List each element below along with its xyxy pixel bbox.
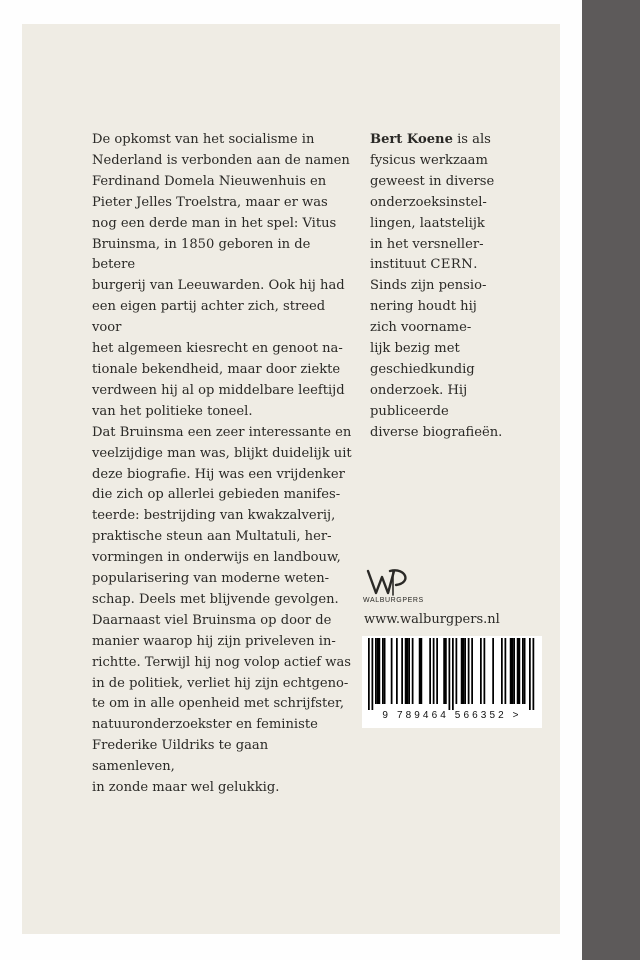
barcode-bar <box>471 638 473 704</box>
book-spine <box>582 0 640 960</box>
barcode-bar <box>436 638 438 704</box>
author-bio <box>370 130 560 444</box>
bio-text-part-1: is als fysicus werkzaam geweest in diverse onderzoeksinstel- lingen, laatstelijk in het versneller- instituut <box>370 132 495 273</box>
barcode-bar <box>463 638 465 704</box>
barcode-bar <box>382 638 384 704</box>
barcode-bar <box>433 638 435 704</box>
isbn-number: 9 789464 566352 > <box>382 710 522 721</box>
author-name: Bert Koene <box>370 132 453 147</box>
barcode-bar <box>405 638 407 704</box>
barcode-bar <box>379 638 381 704</box>
blurb-paragraph-2: Dat Bruinsma een zeer interessante en veelzijdige man was, blijkt duidelijk uit deze biografie. Hij was een vrijdenker die zich op allerlei gebieden manifes- teerde: bestrijding van kwakzalverij, praktische steun aan Multatuli, her- vormingen in onderwijs en landbouw, popularisering van moderne weten- schap. Deels met blijvende gevolgen. <box>92 424 352 607</box>
barcode-bar <box>429 638 431 704</box>
barcode-bar <box>408 638 410 704</box>
barcode-bar <box>519 638 521 704</box>
barcode-bar <box>501 638 503 704</box>
barcode-bar <box>468 638 470 704</box>
barcode-bar <box>449 638 451 710</box>
barcode-bar <box>480 638 482 704</box>
blurb-paragraph-3: Daarnaast viel Bruinsma op door de manier waarop hij zijn priveleven in- richtte. Terwijl hij nog volop actief was in de politiek, verliet hij zijn echtgeno- te om in alle openheid met schrijfster, natuuronderzoekster en feministe Frederike Uildriks te gaan samenleven, in zonde maar wel gelukkig. <box>92 612 352 796</box>
publisher-logo-text: WALBURGPERS <box>363 597 424 604</box>
barcode-bar <box>492 638 494 704</box>
barcode-bar <box>513 638 515 704</box>
publisher-url: www.walburgpers.nl <box>364 612 500 627</box>
barcode-bar <box>529 638 531 710</box>
barcode-bar <box>517 638 519 704</box>
walburgpers-logo-icon <box>362 565 442 615</box>
barcode-bar <box>524 638 526 704</box>
barcode-bar <box>445 638 447 704</box>
barcode-bar <box>368 638 370 710</box>
barcode-bar <box>419 638 421 704</box>
barcode-bar <box>464 638 466 704</box>
barcode-bar <box>421 638 423 704</box>
barcode-bar <box>512 638 514 704</box>
barcode-bar <box>456 638 458 704</box>
barcode-bar <box>443 638 445 704</box>
barcode-bar <box>505 638 507 704</box>
barcode-bar <box>375 638 377 704</box>
barcode-bar <box>391 638 393 704</box>
blurb-text <box>92 130 354 799</box>
isbn-barcode <box>362 636 542 728</box>
barcode-bar <box>401 638 403 704</box>
barcode-bar <box>533 638 535 710</box>
barcode-bar <box>452 638 454 710</box>
barcode-bar <box>372 638 374 710</box>
barcode-bar <box>412 638 414 704</box>
bio-cern: CERN <box>430 257 474 273</box>
barcode-bar <box>510 638 512 704</box>
barcode-bar <box>484 638 486 704</box>
blurb-paragraph-1: De opkomst van het socialisme in Nederland is verbonden aan de namen Ferdinand Domela Nieuwenhuis en Pieter Jelles Troelstra, maar er was nog een derde man in het spel: Vitus Bruinsma, in 1850 geboren in de betere burgerij van Leeuwarden. Ook hij had een eigen partij achter zich, streed voor het algemeen kiesrecht en genoot na- tionale bekendheid, maar door ziekte verdween hij al op middelbare leeftijd van het politieke toneel. <box>92 132 350 419</box>
bio-text-part-2: . Sinds zijn pensio- nering houdt hij zich voorname- lijk bezig met geschiedkundig onderzoek. Hij publiceerde diverse biografieën. <box>370 257 503 440</box>
barcode-bar <box>377 638 379 704</box>
barcode-bar <box>407 638 409 704</box>
barcode-bars <box>362 636 542 710</box>
barcode-bar <box>384 638 386 704</box>
barcode-bar <box>396 638 398 704</box>
barcode-bar <box>522 638 524 704</box>
barcode-bar <box>461 638 463 704</box>
